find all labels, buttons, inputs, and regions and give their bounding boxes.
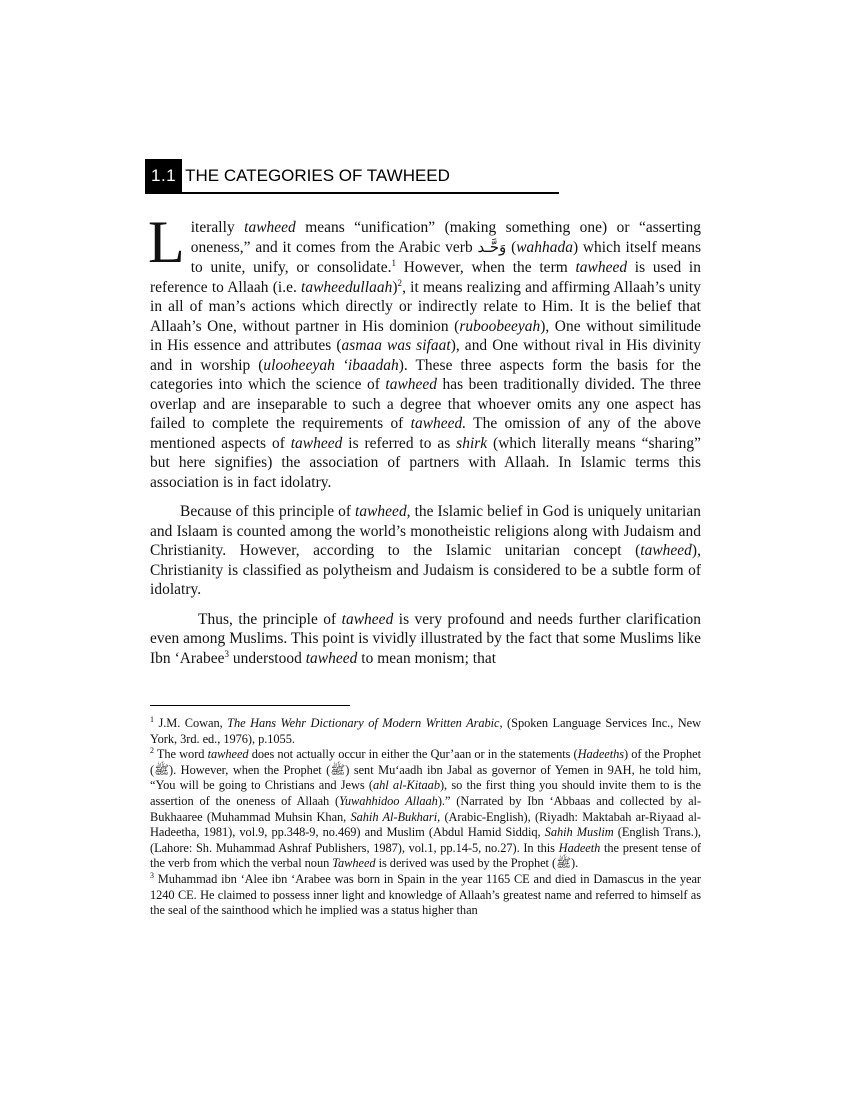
- text-run: ), Christianity is classified as polytheism and Judaism is considered to be a subtle form of idolatry.: [150, 542, 701, 598]
- italic-term: tawheed: [305, 649, 358, 667]
- paragraph-1: [148, 209, 702, 492]
- italic-term: Yuwahhidoo Allaah: [339, 793, 438, 808]
- paragraph-2: [150, 502, 701, 600]
- italic-title: Sahih Al-Bukhari,: [350, 809, 441, 824]
- text-run: ), and One without rival in His divinity and in worship (: [150, 337, 701, 374]
- footnote-1: [150, 716, 701, 747]
- text-run: ), so the first thing you should invite them to is the assertion of the oneness of Allaah (: [150, 778, 701, 808]
- footnote-ref-2[interactable]: 2: [397, 277, 403, 288]
- drop-cap: L: [148, 209, 185, 275]
- italic-term: tawheed: [244, 219, 296, 236]
- text-run: J.M. Cowan,: [153, 716, 228, 730]
- text-run: , it means realizing and affirming Allaah’s unity in all of man’s actions which directly or indirectly relate to Him. It is the belief that Allaah’s One, without partner in His dominion (: [150, 278, 701, 335]
- text-run: iterally: [190, 219, 245, 236]
- text-run: to mean monism; that: [357, 649, 497, 667]
- italic-term: shirk: [456, 434, 488, 452]
- italic-term: asmaa was sifaat: [341, 337, 451, 354]
- text-run: (: [506, 238, 517, 256]
- footnote-ref-3[interactable]: 3: [224, 648, 230, 659]
- text-run: the present tense of the verb from which the verbal noun: [150, 840, 701, 871]
- italic-term: ruboobeeyah: [459, 317, 541, 335]
- footnote-mark: 2: [150, 746, 154, 756]
- text-run: ).” (Narrated by Ibn ‘Abbaas and collected by al-Bukhaaree (Muhammad Muhsin Khan,: [150, 793, 702, 824]
- text-run: (English Trans.), (Lahore: Sh. Muhammad Ashraf Publishers, 1987), vol.1, pp.14-5, no.27). In this: [150, 825, 701, 855]
- italic-term: ulooheeyah ‘ibaadah: [263, 356, 399, 374]
- italic-term: Hadeeths: [577, 747, 625, 762]
- arabic-word: وَحَّـد: [477, 239, 507, 256]
- footnote-divider: [150, 705, 350, 706]
- italic-term: wahhada: [516, 238, 573, 256]
- text-run: (which literally means “sharing” but here signifies) the association of partners with Allaah. In Islamic terms this association is in fact idolatry.: [150, 434, 701, 491]
- text-run: Muhammad ibn ‘Alee ibn ‘Arabee was born in Spain in the year 1165 CE and died in Damascus in the year 1240 CE. He claimed to possess inner light and knowledge of Allaah’s greatest name and referred to himself as the seal of the sainthood which he implied was a status higher than: [150, 871, 701, 918]
- italic-title: Sahih Muslim: [544, 825, 614, 840]
- section-title: THE CATEGORIES OF TAWHEED: [185, 165, 450, 185]
- text-run: The omission of any of the above mentioned aspects of: [150, 415, 702, 452]
- text-run: However, when the term: [396, 259, 576, 276]
- text-run: is referred to as: [342, 434, 457, 452]
- italic-term: tawheed: [341, 610, 394, 628]
- text-run: ) of the Prophet (ﷺ). However, when the Prophet (ﷺ) sent Mu‘aadh ibn Jabal as governor of Yemen in 9AH, he told him, “You will be going to Christians and Jews (: [150, 747, 702, 793]
- italic-term: Hadeeth: [558, 840, 601, 855]
- footnote-mark: 3: [150, 870, 154, 880]
- italic-term: ahl al-Kitaab: [373, 778, 440, 793]
- italic-term: tawheed: [290, 434, 343, 452]
- italic-term: tawheed: [385, 376, 438, 393]
- footnote-2: [150, 747, 701, 872]
- italic-title: The Hans Wehr Dictionary of Modern Written Arabic,: [227, 716, 503, 730]
- text-run: (Arabic-English), (Riyadh: Maktabah ar-Riyaad al-Hadeetha, 1981), vol.9, pp.348-9, no.469) and Muslim (Abdul Hamid Siddiq,: [150, 809, 701, 840]
- italic-term: tawheed.: [410, 415, 467, 432]
- text-run: the Islamic belief in God is uniquely unitarian and Islaam is counted among the world’s monotheistic religions along with Judaism and Christianity. However, according to the Islamic unitarian concept (: [150, 503, 702, 559]
- paragraph-3: [150, 610, 701, 669]
- text-run: ) which itself means to unite, unify, or consolidate.: [190, 238, 701, 276]
- text-run: ), One without similitude in His essence and attributes (: [150, 317, 701, 354]
- text-run: is used in reference to Allaah (i.e.: [150, 259, 701, 296]
- footnotes: [150, 716, 701, 919]
- text-run: does not actually occur in either the Qur’aan or in the statements (: [248, 747, 578, 762]
- text-run: understood: [229, 649, 306, 667]
- italic-term: tawheed: [575, 259, 628, 276]
- footnote-3: [150, 872, 701, 919]
- text-run: is derived was used by the Prophet (ﷺ).: [375, 856, 579, 871]
- section-number: 1.1: [145, 159, 182, 192]
- text-run: ). These three aspects form the basis for the categories into which the science of: [150, 356, 701, 393]
- text-run: (Spoken Language Services Inc., New York, 3rd. ed., 1976), p.1055.: [150, 716, 701, 746]
- italic-term: tawheed,: [355, 503, 411, 520]
- body-text: [148, 209, 702, 668]
- text-run: Thus, the principle of: [198, 610, 342, 628]
- italic-term: Tawheed: [332, 856, 376, 871]
- italic-term: tawheed: [207, 747, 249, 762]
- italic-term: tawheedullaah: [301, 278, 393, 296]
- text-run: The word: [153, 747, 208, 762]
- text-run: is very profound and needs further clarification even among Muslims. This point is vividly illustrated by the fact that some Muslims like Ibn ‘Arabee: [150, 610, 702, 667]
- footnote-ref-1[interactable]: 1: [391, 257, 397, 268]
- text-run: has been traditionally divided. The three overlap and are inseparable to such a degree that whoever omits any one aspect has failed to complete the requirements of: [150, 376, 702, 432]
- section-heading: [145, 159, 559, 194]
- text-run: Because of this principle of: [180, 503, 356, 520]
- text-run: ): [392, 278, 398, 296]
- italic-term: tawheed: [640, 542, 692, 559]
- text-run: means “unification” (making something one) or “asserting oneness,” and it comes from the Arabic verb: [190, 219, 702, 256]
- footnote-mark: 1: [150, 714, 154, 724]
